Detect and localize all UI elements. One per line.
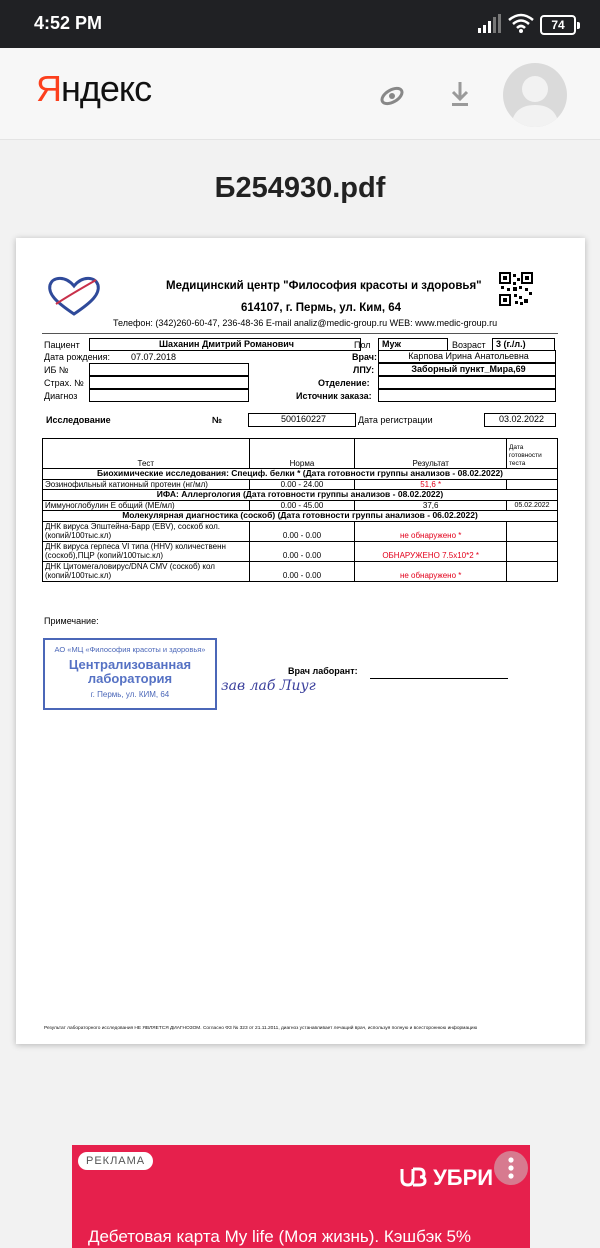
- ad-banner[interactable]: [72, 1145, 530, 1248]
- label-number: №: [212, 415, 223, 425]
- table-row: Эозинофильный катионный протеин (нг/мл) 0.00 - 24.00 51,6 *: [43, 479, 558, 490]
- diagnosis-field: [89, 389, 249, 402]
- label-lab-doctor: Врач лаборант:: [288, 666, 358, 676]
- qr-code-icon: [499, 272, 533, 306]
- group-row: ИФА: Аллергология (Дата готовности группы анализов - 08.02.2022): [43, 490, 558, 501]
- source-field: [378, 389, 556, 402]
- label-patient: Пациент: [44, 340, 80, 350]
- header-result: Результат: [355, 439, 507, 469]
- doctor-name: Карпова Ирина Анатольевна: [378, 350, 556, 363]
- label-note: Примечание:: [44, 616, 99, 626]
- ad-brand: УБРИ: [399, 1165, 493, 1191]
- patient-age: 3 (г./л.): [492, 338, 555, 351]
- label-age: Возраст: [452, 340, 486, 350]
- study-number: 500160227: [248, 413, 356, 427]
- download-icon[interactable]: [440, 76, 480, 112]
- label-lpu: ЛПУ:: [353, 365, 375, 375]
- patient-sex: Муж: [378, 338, 448, 351]
- label-department: Отделение:: [318, 378, 370, 388]
- patient-dob: 07.07.2018: [131, 352, 177, 362]
- clinic-contacts: Телефон: (342)260-60-47, 236-48-36 E-mail analiz@medic-group.ru WEB: www.medic-group.ru: [113, 318, 498, 328]
- battery-icon: 74: [540, 15, 576, 35]
- avatar[interactable]: [503, 63, 567, 127]
- table-row: Иммуноглобулин Е общий (МЕ/мл) 0.00 - 45.00 37,6 05.02.2022: [43, 500, 558, 511]
- group-row: Биохимические исследования: Специф. белки * (Дата готовности группы анализов - 08.02.2022): [43, 469, 558, 480]
- table-row: ДНК вируса Эпштейна-Барр (EBV), соскоб кол. (копий/100тыс.кл) 0.00 - 0.00 не обнаружено *: [43, 521, 558, 541]
- status-time: 4:52 PM: [34, 13, 103, 33]
- patient-name: Шаханин Дмитрий Романович: [89, 338, 361, 351]
- clinic-address: 614107, г. Пермь, ул. Ким, 64: [241, 302, 402, 314]
- label-insurance: Страх. №: [44, 378, 84, 388]
- table-row: ДНК вируса герпеса VI типа (HHV) количественн (соскоб),ПЦР (копий/100тыс.кл) 0.00 - 0.00 ОБНАРУЖЕНО 7.5x10*2 *: [43, 541, 558, 561]
- label-ib: ИБ №: [44, 365, 69, 375]
- insurance-field: [89, 376, 249, 389]
- signature-line: [370, 678, 508, 679]
- ib-field: [89, 363, 249, 376]
- ad-text: Дебетовая карта My life (Моя жизнь). Кэшбэк 5%: [88, 1227, 472, 1246]
- header-test: Тест: [43, 439, 250, 469]
- signal-icon: [478, 14, 502, 39]
- app-header: [0, 48, 600, 140]
- reg-date: 03.02.2022: [484, 413, 556, 427]
- header-norm: Норма: [249, 439, 355, 469]
- group-row: Молекулярная диагностика (соскоб) (Дата готовности группы анализов - 06.02.2022): [43, 511, 558, 522]
- signature: зав лаб Лиуг: [221, 678, 316, 694]
- status-bar: [0, 0, 600, 48]
- table-header-row: [43, 439, 558, 469]
- disk-icon[interactable]: [374, 76, 414, 112]
- ad-tag: РЕКЛАМА: [78, 1152, 153, 1170]
- file-name: Б254930.pdf: [214, 172, 386, 204]
- yandex-logo[interactable]: Яндекс: [36, 68, 152, 109]
- table-row: ДНК Цитомегаловирус/DNA CMV (соскоб) кол (копий/100тыс.кл) 0.00 - 0.00 не обнаружено *: [43, 561, 558, 581]
- clinic-heart-logo: [46, 274, 102, 323]
- label-sex: Пол: [354, 340, 371, 350]
- disclaimer: Результат лабораторного исследования НЕ ЯВЛЯЕТСЯ ДИАГНОЗОМ. Согласно ФЗ № 323 от 21.11.2011, диагноз устанавливает лечащий врач, используя полную и всестороннюю информацию: [44, 1026, 478, 1031]
- header-ready-date: Дата готовности теста: [507, 439, 558, 469]
- lab-stamp: АО «МЦ «Философия красоты и здоровья» Централизованная лаборатория г. Пермь, ул. КИМ, 64: [43, 638, 217, 710]
- label-diagnosis: Диагноз: [44, 391, 78, 401]
- department-field: [378, 376, 556, 389]
- pdf-page: [16, 238, 585, 1044]
- more-options-icon[interactable]: [494, 1151, 528, 1185]
- results-table: [42, 438, 558, 582]
- wifi-icon: [508, 12, 534, 39]
- header-divider: [42, 333, 558, 334]
- lpu-value: Заборный пункт_Мира,69: [378, 363, 556, 376]
- label-study: Исследование: [46, 415, 111, 425]
- label-reg-date: Дата регистрации: [358, 415, 433, 425]
- clinic-name: Медицинский центр "Философия красоты и здоровья": [166, 280, 482, 292]
- label-source: Источник заказа:: [296, 391, 372, 401]
- label-dob: Дата рождения:: [44, 352, 110, 362]
- label-doctor: Врач:: [352, 352, 378, 362]
